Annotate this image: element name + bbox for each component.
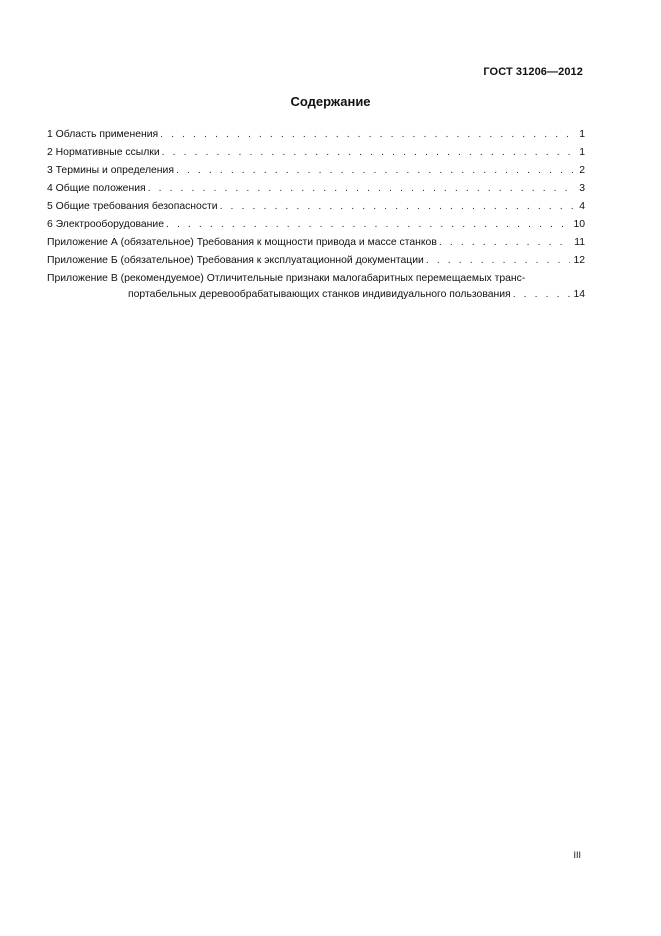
dot-leader — [166, 219, 570, 230]
toc-entry-appendix-a[interactable] — [47, 230, 585, 248]
toc-entry-electrical-equipment[interactable] — [47, 212, 585, 230]
dot-leader — [176, 165, 576, 176]
toc-entry-page: 1 — [579, 129, 585, 140]
toc-entry-label: Приложение В (рекомендуемое) Отличительные признаки малогабаритных перемещаемых транс- — [47, 273, 526, 284]
page-number: III — [573, 850, 581, 860]
toc-entry-page: 14 — [573, 289, 585, 300]
toc-entry-general-provisions[interactable] — [47, 176, 585, 194]
toc-entry-label: 5 Общие требования безопасности — [47, 201, 218, 212]
toc-entry-normative-references[interactable] — [47, 140, 585, 158]
toc-entry-label: 4 Общие положения — [47, 183, 146, 194]
toc-entry-label: Приложение А (обязательное) Требования к мощности привода и массе станков — [47, 237, 437, 248]
toc-entry-label-continued: портабельных деревообрабатывающих станков индивидуального пользования — [128, 289, 511, 300]
dot-leader — [148, 183, 577, 194]
dot-leader — [162, 147, 577, 158]
toc-entry-safety-requirements[interactable] — [47, 194, 585, 212]
toc-entry-page: 4 — [579, 201, 585, 212]
toc-entry-page: 1 — [579, 147, 585, 158]
dot-leader — [426, 255, 571, 266]
dot-leader — [513, 289, 571, 300]
toc-entry-label: 1 Область применения — [47, 129, 159, 140]
toc-entry-scope[interactable] — [47, 122, 585, 140]
table-of-contents — [47, 122, 585, 300]
toc-entry-page: 11 — [574, 237, 585, 248]
toc-entry-page: 10 — [573, 219, 585, 230]
toc-entry-label: 6 Электрооборудование — [47, 219, 164, 230]
document-code: ГОСТ 31206—2012 — [483, 66, 583, 78]
toc-entry-label: 2 Нормативные ссылки — [47, 147, 160, 158]
toc-entry-terms-definitions[interactable] — [47, 158, 585, 176]
toc-entry-label: 3 Термины и определения — [47, 165, 174, 176]
toc-entry-page: 12 — [573, 255, 585, 266]
toc-entry-appendix-v[interactable] — [47, 266, 585, 300]
toc-entry-label: Приложение Б (обязательное) Требования к эксплуатационной документации — [47, 255, 424, 266]
toc-entry-appendix-b[interactable] — [47, 248, 585, 266]
dot-leader — [160, 129, 576, 140]
toc-entry-page: 3 — [579, 183, 585, 194]
toc-entry-page: 2 — [579, 165, 585, 176]
dot-leader — [220, 201, 577, 212]
toc-title: Содержание — [290, 94, 371, 109]
dot-leader — [439, 237, 571, 248]
